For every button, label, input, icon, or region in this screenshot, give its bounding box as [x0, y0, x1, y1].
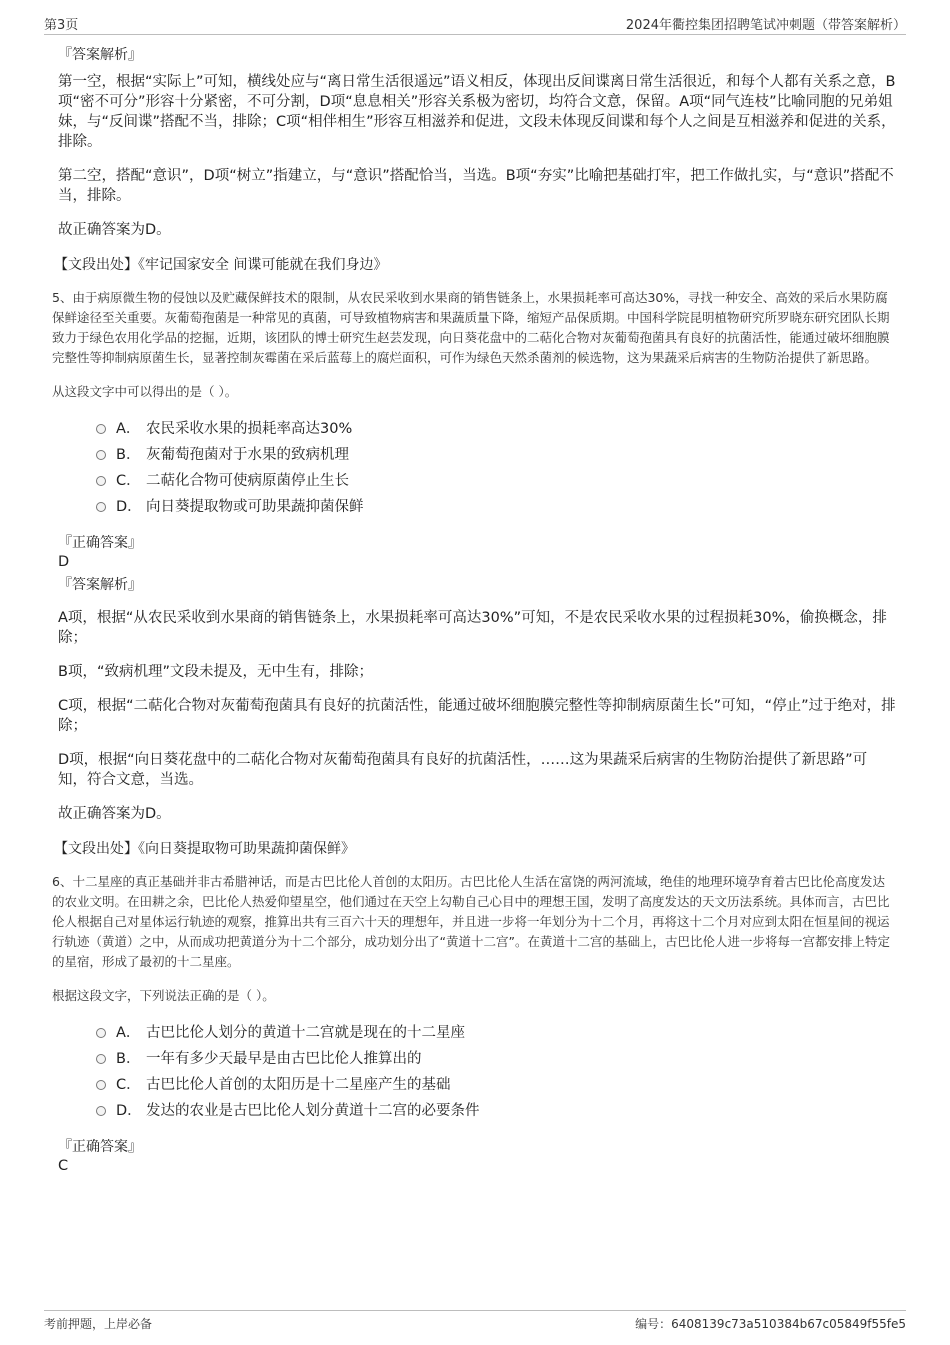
footer-slogan: 考前押题，上岸必备	[44, 1317, 153, 1331]
q6-stem: 6、十二星座的真正基础并非古希腊神话，而是古巴比伦人首创的太阳历。古巴比伦人生活在富饶的两河流域，绝佳的地理环境孕育着古巴比伦高度发达的农业文明。在田耕之余，巴比伦人热爱仰望星空，他们通过在天空上勾勒自己心目中的理想王国，发明了高度发达的天文历法系统。具体而言，古巴比伦人根据自己对星体运行轨迹的观察，推算出共有三百六十天的理想年，并且进一步将一年划分为十二个月，再将这十二个月对应到太阳在恒星间的视运行轨迹（黄道）之中，从而成功把黄道分为十二个部分，成功划分出了“黄道十二宫”。在黄道十二宫的基础上，古巴比伦人进一步将每一宫都安排上特定的星宿，形成了最初的十二星座。	[52, 874, 890, 969]
option-letter: B．	[116, 1051, 141, 1067]
q5-source: 【文段出处】《向日葵提取物可助果蔬抑菌保鲜》	[54, 841, 355, 857]
q6-option-a[interactable]	[96, 1020, 896, 1046]
page-footer	[44, 1310, 906, 1333]
page-header	[44, 12, 906, 35]
q5-analysis-c: C项，根据“二萜化合物对灰葡萄孢菌具有良好的抗菌活性，能通过破坏细胞膜完整性等抑制病原菌生长”可知，“停止”过于绝对，排除；	[58, 698, 896, 734]
option-text: 发达的农业是古巴比伦人划分黄道十二宫的必要条件	[146, 1103, 480, 1119]
option-text: 古巴比伦人划分的黄道十二宫就是现在的十二星座	[146, 1025, 465, 1041]
q5-stem: 5、由于病原微生物的侵蚀以及贮藏保鲜技术的限制，从农民采收到水果商的销售链条上，水果损耗率可高达30%，寻找一种安全、高效的采后水果防腐保鲜途径至关重要。灰葡萄孢菌是一种常见的真菌，可导致植物病害和果蔬质量下降，缩短产品保质期。中国科学院昆明植物研究所罗晓东研究团队长期致力于绿色农用化学品的挖掘，近期，该团队的博士研究生赵芸发现，向日葵花盘中的二萜化合物对灰葡萄孢菌具有良好的抗菌活性，能通过破坏细胞膜完整性等抑制病原菌生长，显著控制灰霉菌在采后蓝莓上的腐烂面积，可作为绿色天然杀菌剂的候选物，这为果蔬采后病害的生物防治提供了新思路。	[52, 290, 890, 365]
radio-icon[interactable]	[96, 1080, 106, 1090]
q5-option-b[interactable]	[96, 442, 896, 468]
option-text: 古巴比伦人首创的太阳历是十二星座产生的基础	[146, 1077, 451, 1093]
option-letter: D．	[116, 1103, 142, 1119]
option-letter: A．	[116, 421, 141, 437]
q4-source: 【文段出处】《牢记国家安全 间谍可能就在我们身边》	[54, 257, 388, 273]
page-number: 第3页	[44, 18, 79, 33]
q5-analysis-a: A项，根据“从农民采收到水果商的销售链条上，水果损耗率可高达30%”可知，不是农民采收水果的过程损耗30%，偷换概念，排除；	[58, 610, 887, 646]
q6-option-c[interactable]	[96, 1072, 896, 1098]
q4-analysis-para-2: 第二空，搭配“意识”，D项“树立”指建立，与“意识”搭配恰当，当选。B项“夯实”比喻把基础打牢，把工作做扎实，与“意识”搭配不当，排除。	[58, 168, 894, 204]
q5-options	[96, 416, 896, 520]
option-letter: A．	[116, 1025, 141, 1041]
option-letter: D．	[116, 499, 142, 515]
option-letter: B．	[116, 447, 141, 463]
q5-answer-tag: 『正确答案』	[58, 535, 142, 551]
q5-conclusion: 故正确答案为D。	[58, 806, 171, 822]
radio-icon[interactable]	[96, 1106, 106, 1116]
q5-analysis-tag: 『答案解析』	[58, 577, 142, 593]
radio-icon[interactable]	[96, 450, 106, 460]
radio-icon[interactable]	[96, 476, 106, 486]
option-letter: C．	[116, 473, 141, 489]
option-text: 灰葡萄孢菌对于水果的致病机理	[146, 447, 349, 463]
radio-icon[interactable]	[96, 1054, 106, 1064]
q4-analysis-para-1: 第一空，根据“实际上”可知，横线处应与“离日常生活很遥远”语义相反，体现出反间谍离日常生活很近，和每个人都有关系之意，B项“密不可分”形容十分紧密，不可分割，D项“息息相关”形容关系极为密切，均符合文意，保留。A项“同气连枝”比喻同胞的兄弟姐妹，与“反间谍”搭配不当，排除；C项“相伴相生”形容互相滋养和促进，文段未体现反间谍和每个人之间是互相滋养和促进的关系，排除。	[58, 74, 896, 150]
q5-prompt: 从这段文字中可以得出的是（ ）。	[52, 384, 238, 399]
radio-icon[interactable]	[96, 502, 106, 512]
q5-option-a[interactable]	[96, 416, 896, 442]
option-text: 农民采收水果的损耗率高达30%	[146, 421, 353, 437]
q5-option-d[interactable]	[96, 494, 896, 520]
q5-answer: D	[58, 554, 70, 570]
q4-analysis-tag: 『答案解析』	[58, 47, 142, 63]
q4-conclusion: 故正确答案为D。	[58, 222, 171, 238]
q5-analysis-b: B项，“致病机理”文段未提及，无中生有，排除；	[58, 664, 373, 680]
radio-icon[interactable]	[96, 1028, 106, 1038]
document-title: 2024年衢控集团招聘笔试冲刺题（带答案解析）	[625, 18, 906, 33]
page-content	[52, 44, 896, 1178]
option-letter: C．	[116, 1077, 141, 1093]
option-text: 向日葵提取物或可助果蔬抑菌保鲜	[146, 499, 364, 515]
option-text: 二萜化合物可使病原菌停止生长	[146, 473, 349, 489]
document-id: 编号：6408139c73a510384b67c05849f55fe5	[635, 1317, 906, 1331]
q6-options	[96, 1020, 896, 1124]
option-text: 一年有多少天最早是由古巴比伦人推算出的	[146, 1051, 422, 1067]
q6-answer: C	[58, 1158, 69, 1174]
q6-option-d[interactable]	[96, 1098, 896, 1124]
q6-option-b[interactable]	[96, 1046, 896, 1072]
q5-analysis-d: D项，根据“向日葵花盘中的二萜化合物对灰葡萄孢菌具有良好的抗菌活性，……这为果蔬采后病害的生物防治提供了新思路”可知，符合文意，当选。	[58, 752, 868, 788]
q5-option-c[interactable]	[96, 468, 896, 494]
radio-icon[interactable]	[96, 424, 106, 434]
q6-answer-tag: 『正确答案』	[58, 1139, 142, 1155]
q6-prompt: 根据这段文字，下列说法正确的是（ ）。	[52, 988, 275, 1003]
